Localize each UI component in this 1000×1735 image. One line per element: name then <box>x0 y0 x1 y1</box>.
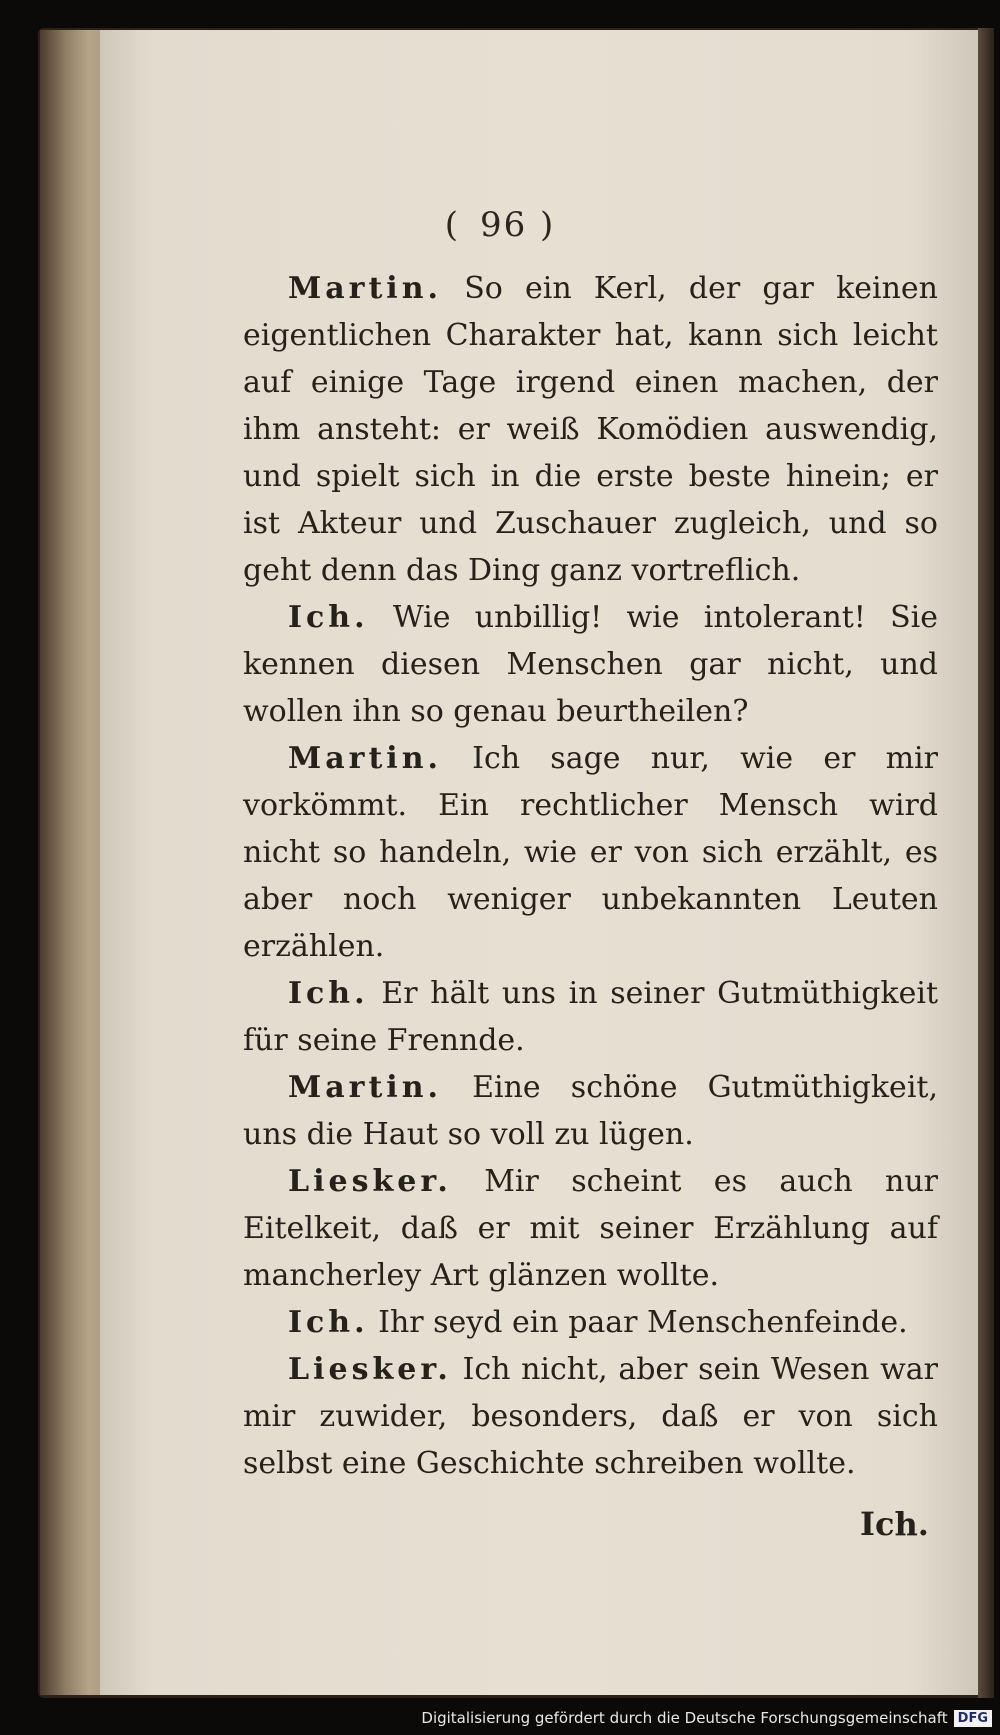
speaker-label: Martin. <box>288 1070 442 1105</box>
page-number: 96 <box>479 205 528 245</box>
speaker-label: Liesker. <box>288 1352 452 1387</box>
paragraph-text: Ihr seyd ein paar Menschenfeinde. <box>378 1305 908 1340</box>
paragraph-text: Eine schöne Gutmüthigkeit, uns die Haut so voll zu lügen. <box>243 1070 938 1152</box>
speaker-label: Ich. <box>288 1305 369 1340</box>
funding-credit: Digitalisierung gefördert durch die Deutsche Forschungsgemeinschaft <box>421 1709 948 1727</box>
digitization-footer <box>421 1705 992 1731</box>
catchword: Ich. <box>860 1505 929 1543</box>
paragraph <box>243 1299 938 1346</box>
paragraph <box>243 594 938 735</box>
page-header: ( 96 ) <box>444 205 556 245</box>
paragraph <box>243 735 938 970</box>
paragraph-text: So ein Kerl, der gar keinen eigentlichen Charakter hat, kann sich leicht auf einige Tage irgend einen machen, der ihm ansteht: er weiß Komödien auswendig, und spielt sich in die erste beste hinein; er ist Akteur und Zuschauer zugleich, und so geht denn das Ding ganz vortreflich. <box>243 271 938 588</box>
book-gutter <box>978 28 994 1698</box>
paragraph-text: Er hält uns in seiner Gutmüthigkeit für seine Frennde. <box>243 976 938 1058</box>
paragraph <box>243 265 938 594</box>
paragraph-text: Ich sage nur, wie er mir vorkömmt. Ein rechtlicher Mensch wird nicht so handeln, wie er von sich erzählt, es aber noch weniger unbekannten Leuten erzählen. <box>243 741 938 964</box>
speaker-label: Martin. <box>288 271 442 306</box>
dfg-logo: DFG <box>954 1710 992 1727</box>
page-body <box>243 265 938 1487</box>
paragraph-text: Mir scheint es auch nur Eitelkeit, daß er mit seiner Erzählung auf mancherley Art glänzen wollte. <box>243 1164 938 1293</box>
paragraph-text: Wie unbillig! wie intolerant! Sie kennen diesen Menschen gar nicht, und wollen ihn so genau beurtheilen? <box>243 600 938 729</box>
speaker-label: Ich. <box>288 976 369 1011</box>
speaker-label: Martin. <box>288 741 442 776</box>
paragraph <box>243 1158 938 1299</box>
speaker-label: Liesker. <box>288 1164 452 1199</box>
paragraph <box>243 1064 938 1158</box>
paragraph-text: Ich nicht, aber sein Wesen war mir zuwider, besonders, daß er von sich selbst eine Geschichte schreiben wollte. <box>243 1352 938 1481</box>
speaker-label: Ich. <box>288 600 369 635</box>
paragraph <box>243 1346 938 1487</box>
paragraph <box>243 970 938 1064</box>
